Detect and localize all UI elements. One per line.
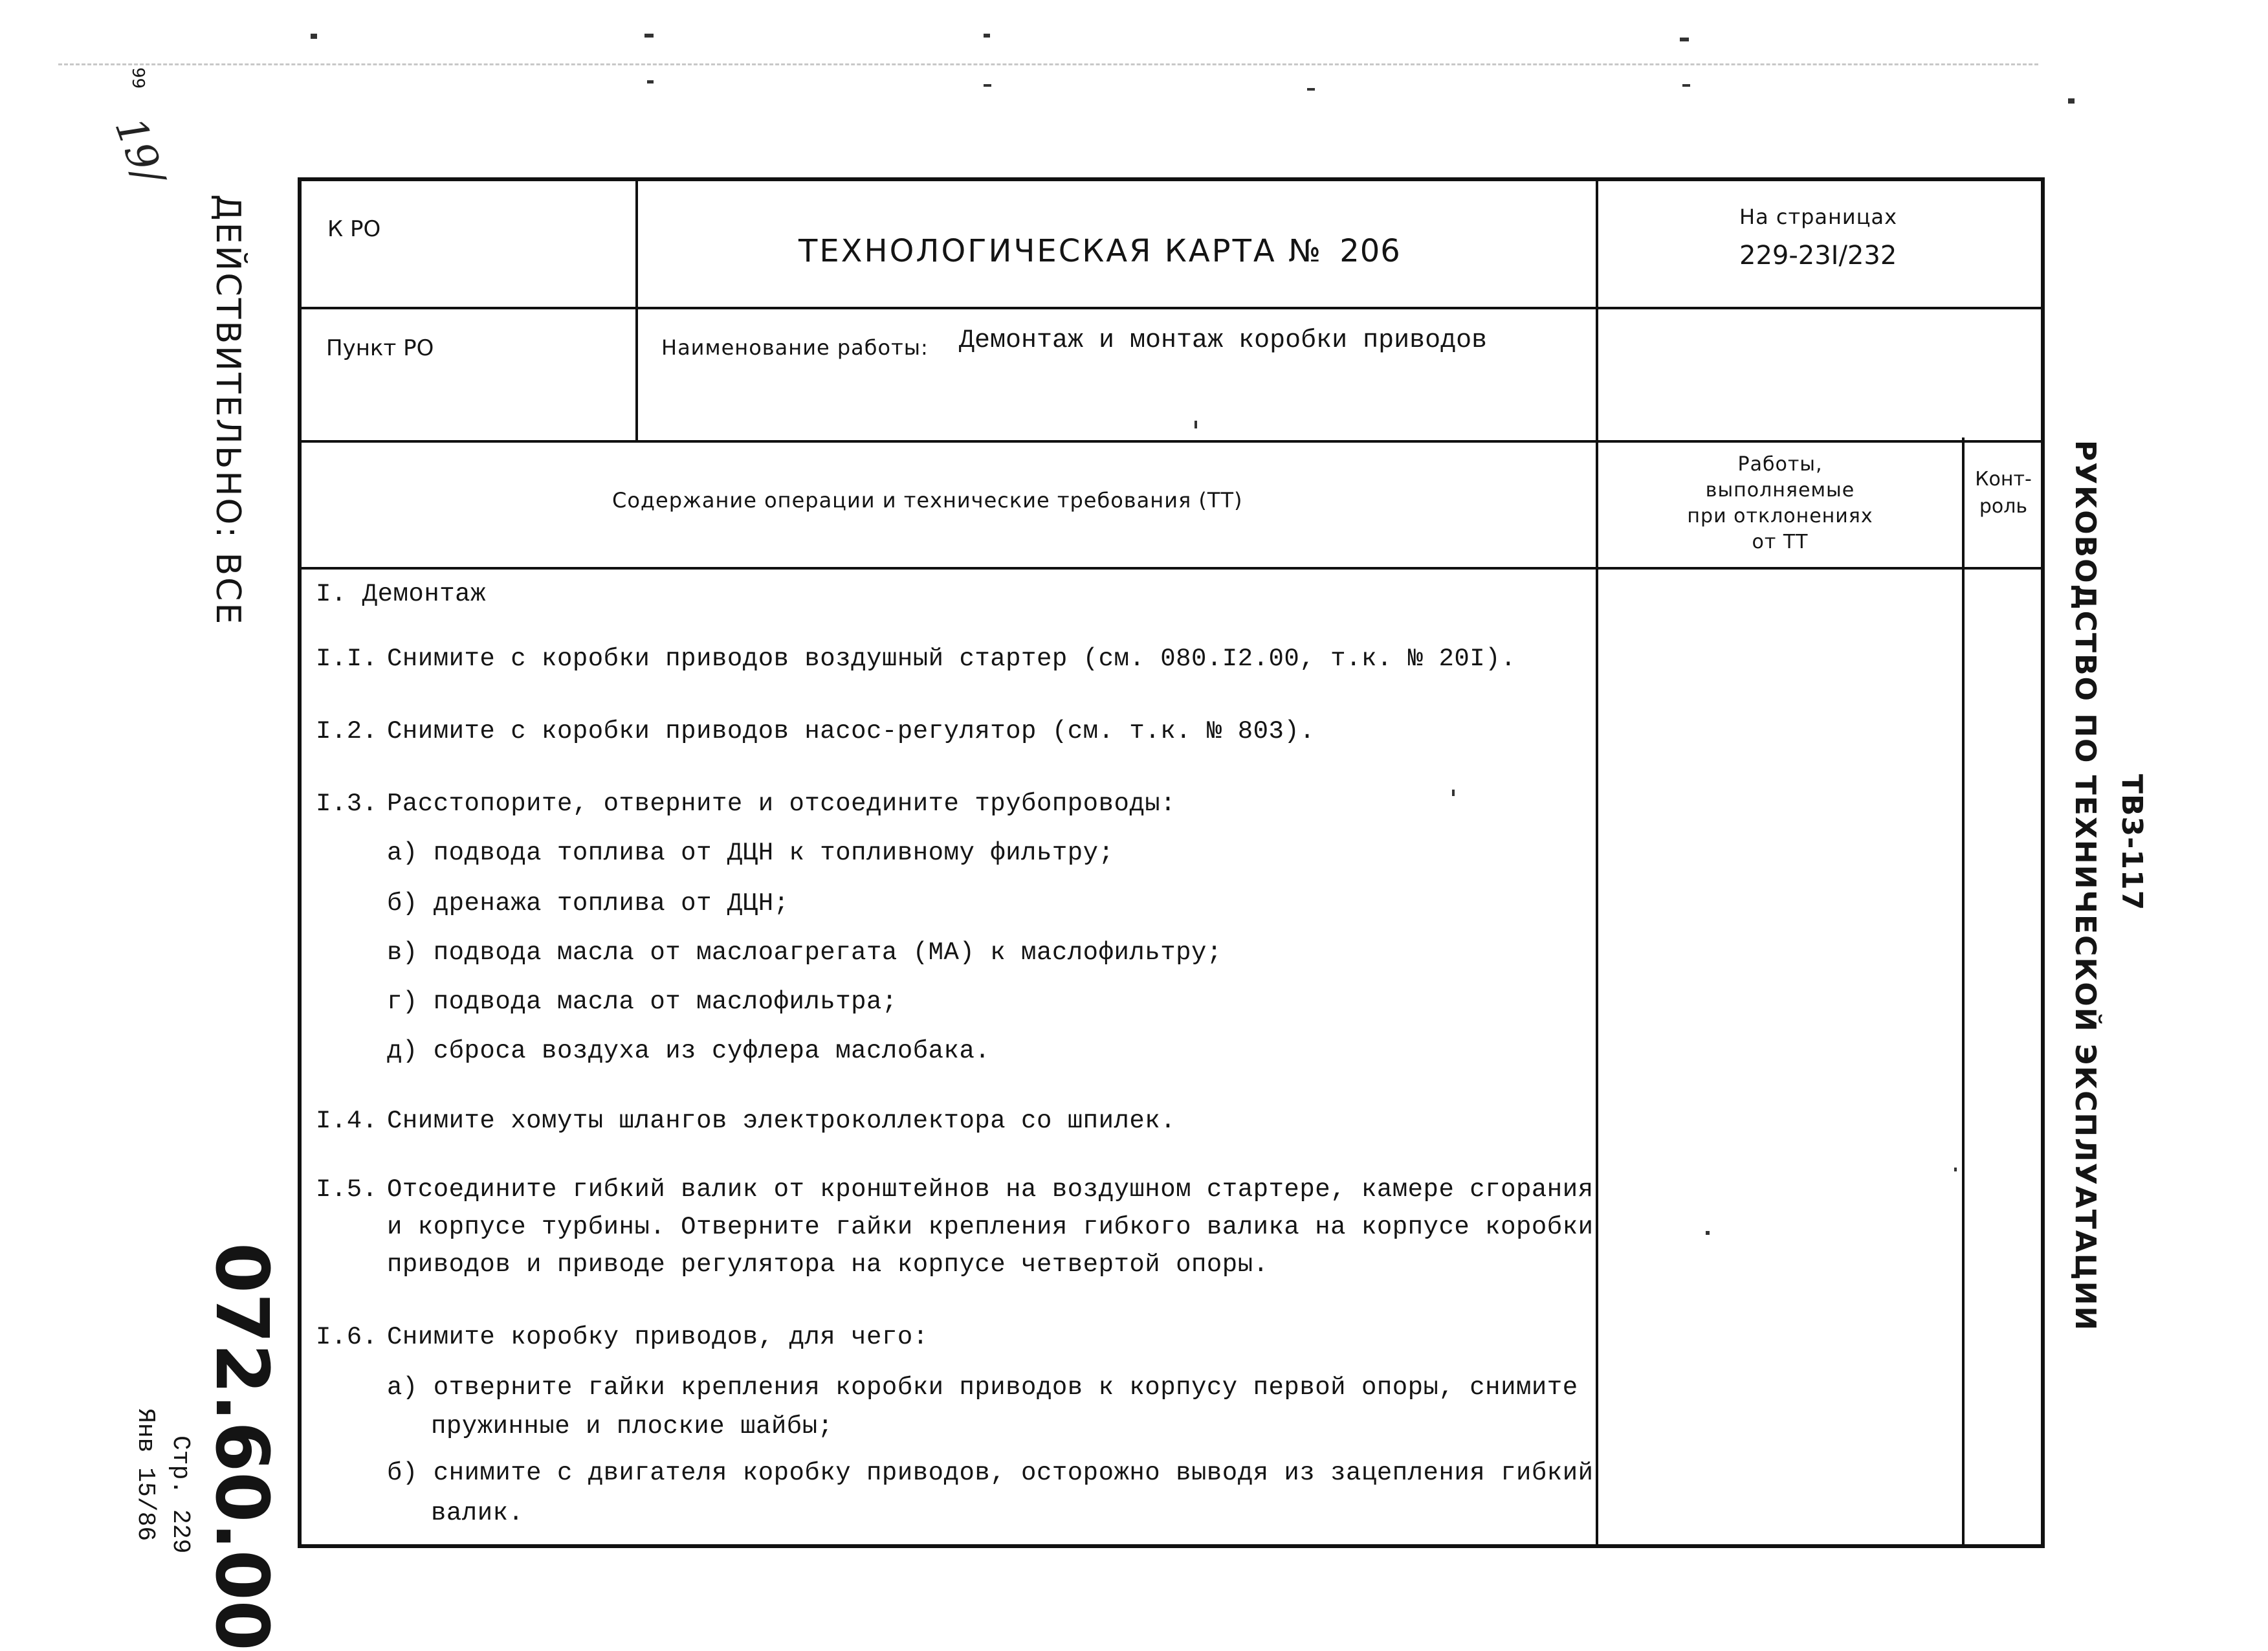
scan-speck [1954,1168,1957,1171]
sub-item: г) подвода масла от маслофильтра; [387,988,897,1016]
scan-speck [1452,790,1455,796]
operation-text: Расстопорите, отверните и отсоедините трубопроводы: [387,790,1176,818]
scan-speck [647,80,654,83]
operation-continuation: приводов и приводе регулятора на корпусе четвертой опоры. [387,1250,1269,1279]
page-number-label: Стр. 229 [166,1435,194,1554]
content-column-divider [1596,181,1598,1544]
operation-row [316,1323,929,1351]
card-number: 206 [1339,233,1401,269]
deviation-header-line: Работы, [1737,453,1823,476]
revision-date-label: Янв 15/86 [131,1408,159,1542]
scan-speck [644,34,654,38]
section-title: I. Демонтаж [316,580,486,608]
sub-item: а) подвода топлива от ДЦН к топливному фильтру; [387,839,1114,867]
operation-row [316,1107,1176,1135]
scan-dash-line [58,63,2038,65]
scan-speck [2068,98,2075,104]
pages-value: 229-23I/232 [1739,241,1897,271]
punkt-ro-label: Пункт РО [326,335,434,361]
operation-text: Снимите хомуты шлангов электроколлектора со шпилек. [387,1107,1176,1135]
work-name-label: Наименование работы: [661,335,929,360]
pages-label: На страницах [1739,205,1898,229]
operation-text: Снимите коробку приводов, для чего: [387,1323,929,1351]
deviation-header-line: выполняемые [1705,479,1855,502]
work-name-divider [302,440,2042,443]
operation-text: Снимите с коробки приводов насос-регулятор (см. т.к. № 803). [387,717,1316,746]
scan-speck [1682,84,1690,87]
card-title-text: ТЕХНОЛОГИЧЕСКАЯ КАРТА № [798,233,1323,269]
sub-item-continuation: валик. [431,1499,524,1527]
operation-number: I.5. [316,1175,378,1204]
sub-item: б) снимите с двигателя коробку приводов, осторожно выводя из зацепления гибкий [387,1459,1594,1487]
operation-continuation: и корпусе турбины. Отверните гайки крепления гибкого валика на корпусе коробки [387,1213,1594,1241]
k-ro-label: К РО [327,216,381,242]
work-name-value: Демонтаж и монтаж коробки приводов [959,326,1488,355]
header-divider [302,307,2042,309]
scan-speck [311,34,317,39]
sub-item: б) дренажа топлива от ДЦН; [387,889,789,918]
card-title [798,233,1401,269]
operation-row [316,645,1516,673]
operation-number: I.I. [316,645,378,673]
sub-item-continuation: пружинные и плоские шайбы; [431,1412,833,1441]
corner-page-number: 99 [128,67,148,89]
scan-speck [984,84,991,87]
deviation-header-line: от ТТ [1752,531,1809,553]
left-header-column-divider [635,181,638,440]
operation-number: I.4. [316,1107,378,1135]
scan-speck [1195,421,1197,428]
scan-speck [1706,1231,1710,1235]
scan-speck [1680,38,1689,41]
operation-number: I.3. [316,790,378,818]
operation-row [316,1175,1594,1204]
operation-number: I.2. [316,717,378,746]
technological-card [298,177,2045,1548]
engine-model-label: ТВ3-117 [2115,774,2148,911]
deviation-header-line: при отклонениях [1687,505,1873,527]
control-column-header [1965,466,2042,520]
control-header-line: Конт- [1975,468,2032,491]
operation-row [316,790,1176,818]
control-column-divider [1962,438,1965,1544]
operation-number: I.6. [316,1323,378,1351]
operation-row [316,717,1315,746]
operation-text: Снимите с коробки приводов воздушный стартер (см. 080.I2.00, т.к. № 20I). [387,645,1516,673]
content-column-header: Содержание операции и технические требования (ТТ) [612,488,1243,513]
operations-body [302,567,1596,1544]
sub-item: в) подвода масла от маслоагрегата (МА) к маслофильтру; [387,938,1222,967]
handwritten-mark: 19/ [105,111,173,191]
operation-text: Отсоедините гибкий валик от кронштейнов на воздушном стартере, камере сгорания [387,1175,1594,1204]
document-number: 072.60.00 [199,1243,283,1651]
scan-speck [1307,88,1315,91]
manual-title: РУКОВОДСТВО ПО ТЕХНИЧЕСКОЙ ЭКСПЛУАТАЦИИ [2069,440,2102,1332]
control-header-line: роль [1979,495,2028,518]
scan-speck [984,34,990,38]
sub-item: д) сброса воздуха из суфлера маслобака. [387,1037,991,1065]
deviation-column-header [1598,452,1962,555]
validity-label: ДЕЙСТВИТЕЛЬНО: ВСЕ [208,194,247,626]
sub-item: а) отверните гайки крепления коробки приводов к корпусу первой опоры, снимите [387,1373,1578,1402]
